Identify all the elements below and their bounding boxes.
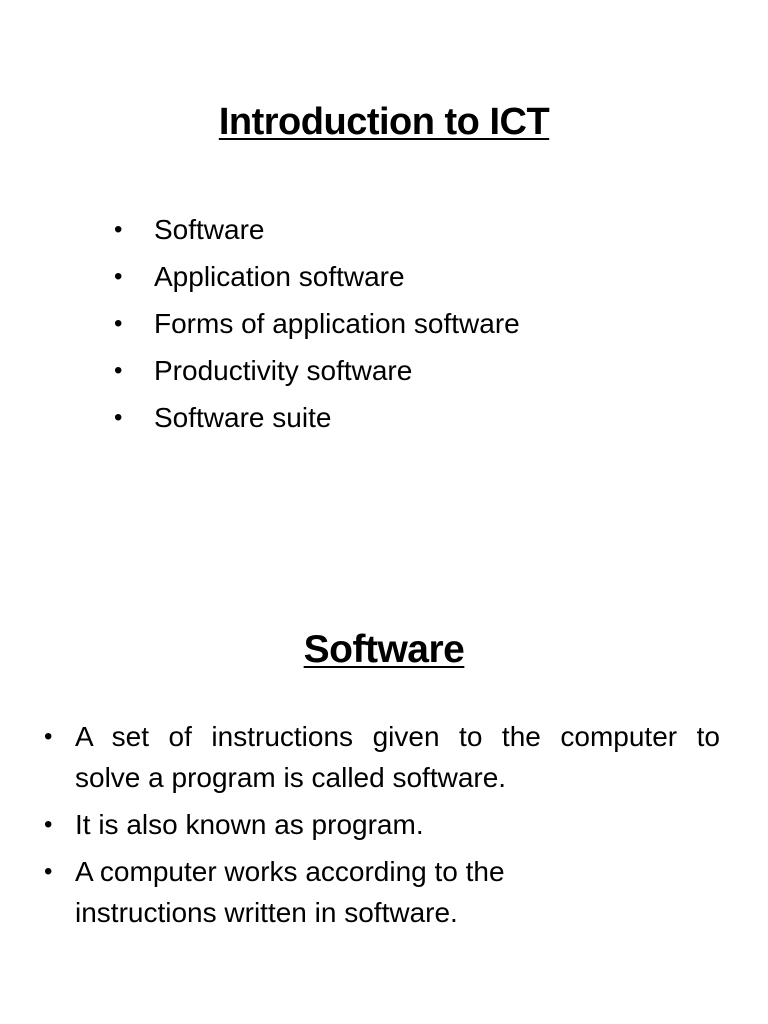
bullet-icon: • (114, 216, 123, 243)
bullet-icon: • (114, 310, 123, 337)
list-item-line (75, 851, 720, 892)
word: according (305, 856, 427, 887)
list-item (44, 804, 720, 845)
section-title: Software (303, 628, 465, 671)
definition-list (44, 716, 720, 939)
list-item-text: Application software (154, 261, 405, 292)
bullet-icon: • (44, 723, 53, 750)
list-item-line: It is also known as program. (75, 809, 424, 840)
list-item-line: A set of instructions given to the computer to (75, 721, 720, 752)
list-item (114, 304, 674, 351)
bullet-icon: • (114, 404, 123, 431)
list-item-text: Productivity software (154, 355, 413, 386)
page-title: Introduction to ICT (218, 101, 550, 143)
list-item (114, 210, 674, 257)
list-item-line: solve a program is called software. (75, 762, 507, 793)
word: computer (99, 856, 217, 887)
list-item (114, 398, 674, 445)
list-item-text: Software suite (154, 402, 332, 433)
list-item (44, 851, 720, 933)
word: to (434, 856, 458, 887)
word: A (75, 856, 93, 887)
bullet-icon: • (44, 811, 53, 838)
list-item (114, 351, 674, 398)
list-item-text: Forms of application software (154, 308, 520, 339)
bullet-icon: • (44, 858, 53, 885)
word: works (224, 856, 298, 887)
bullet-icon: • (114, 357, 123, 384)
bullet-icon: • (114, 263, 123, 290)
topic-list (114, 210, 674, 445)
word: the (465, 856, 505, 887)
list-item-text: Software (154, 214, 265, 245)
list-item (114, 257, 674, 304)
list-item (44, 716, 720, 798)
list-item-line: instructions written in software. (75, 897, 458, 928)
